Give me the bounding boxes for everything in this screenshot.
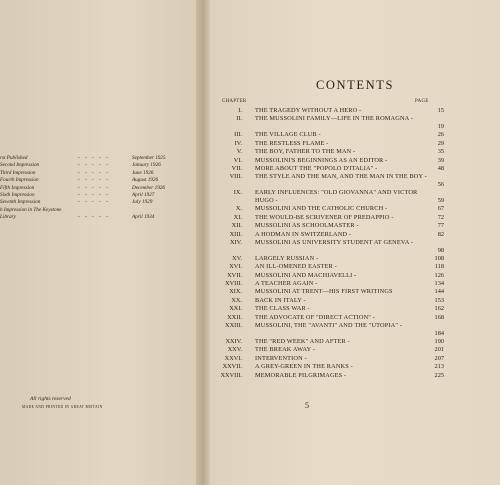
chapter-title: A TEACHER AGAIN - <box>255 280 318 288</box>
impression-row <box>0 177 190 184</box>
chapter-page: 77 <box>437 222 444 230</box>
chapter-number: I. <box>238 107 242 114</box>
impression-label: h Impression in The Keystone <box>0 206 62 213</box>
impression-label: Second Impression <box>0 162 40 169</box>
chapter-number: II. <box>236 115 242 123</box>
chapter-page: 19 <box>437 123 444 131</box>
toc-entry <box>210 355 500 363</box>
toc-entry <box>210 372 500 380</box>
book-gutter <box>196 0 210 485</box>
page-heading: PAGE <box>415 99 429 104</box>
impression-leader: - - - - - <box>78 199 110 206</box>
chapter-number: XIX. <box>229 288 242 296</box>
toc-entry <box>210 115 500 131</box>
toc-entry <box>210 305 500 313</box>
chapter-title: MUSSOLINI'S BEGINNINGS AS AN EDITOR - <box>255 156 388 164</box>
chapter-number: XI. <box>233 213 242 221</box>
toc-entry <box>210 148 500 156</box>
impression-date: July 1929 <box>132 199 153 206</box>
impression-date: December 1926 <box>132 184 165 191</box>
chapter-page: 72 <box>437 213 444 221</box>
chapter-page: 184 <box>434 330 444 338</box>
impression-row <box>0 185 190 192</box>
chapter-page: 162 <box>434 305 444 313</box>
toc-entry <box>210 222 500 230</box>
chapter-page: 207 <box>434 354 444 362</box>
chapter-title: MUSSOLINI AS SCHOOLMASTER - <box>255 222 359 230</box>
chapter-title: A HODMAN IN SWITZERLAND - <box>255 230 352 238</box>
chapter-page: 98 <box>437 246 444 254</box>
chapter-page: 67 <box>437 205 444 213</box>
chapter-title: THE RESTLESS FLAME - <box>255 139 329 147</box>
chapter-number: IX. <box>233 189 242 197</box>
chapter-title: MUSSOLINI AS UNIVERSITY STUDENT AT GENEVA - <box>255 238 414 246</box>
toc-entry <box>210 255 500 263</box>
toc-entry <box>210 107 500 115</box>
chapter-page: 126 <box>434 271 444 279</box>
toc-entry <box>210 131 500 139</box>
chapter-title: EARLY INFLUENCES: "OLD GIOVANNA" AND VICTOR HUGO - <box>255 189 418 205</box>
chapter-page: 29 <box>437 139 444 147</box>
impression-date: September 1925 <box>132 155 166 161</box>
impression-label: Library <box>0 214 16 221</box>
chapter-title: THE BOY, FATHER TO THE MAN - <box>255 148 356 156</box>
impression-date: August 1926 <box>132 177 159 184</box>
impression-date: January 1926 <box>132 162 161 169</box>
chapter-title: MUSSOLINI AND THE CATHOLIC CHURCH - <box>255 205 388 213</box>
chapter-title: THE VILLAGE CLUB - <box>255 131 321 139</box>
chapter-number: XII. <box>231 222 242 230</box>
chapter-number: X. <box>235 205 242 213</box>
impression-row <box>0 199 190 206</box>
chapter-number: XXI. <box>229 305 242 313</box>
chapter-page: 225 <box>434 371 444 379</box>
impression-row <box>0 155 190 162</box>
impression-label: Seventh Impression <box>0 199 41 206</box>
page-number: 5 <box>305 401 309 410</box>
toc-entry <box>210 363 500 371</box>
toc-entry <box>210 231 500 239</box>
impression-leader: - - - - - <box>78 162 110 169</box>
printed-in-britain: MADE AND PRINTED IN GREAT BRITAIN <box>22 405 103 409</box>
toc-entry <box>210 140 500 148</box>
toc-entry <box>210 214 500 222</box>
chapter-title: THE STYLE AND THE MAN, AND THE MAN IN THE BOY - <box>255 173 427 181</box>
toc-entry <box>210 338 500 346</box>
toc-entry <box>210 288 500 296</box>
left-page <box>0 0 196 485</box>
chapter-page: 168 <box>434 313 444 321</box>
impression-label: Fourth Impression <box>0 177 39 184</box>
chapter-page: 15 <box>437 107 444 114</box>
chapter-page: 39 <box>437 156 444 164</box>
table-of-contents <box>210 107 500 380</box>
toc-entry <box>210 263 500 271</box>
chapter-page: 48 <box>437 164 444 172</box>
chapter-title: THE TRAGEDY WITHOUT A HERO - <box>255 107 362 114</box>
impression-leader: - - - - - <box>78 155 110 161</box>
chapter-title: THE MUSSOLINI FAMILY—LIFE IN THE ROMAGNA - <box>255 115 413 123</box>
chapter-number: XIV. <box>230 238 242 246</box>
toc-entry <box>210 314 500 322</box>
chapter-page: 108 <box>434 254 444 262</box>
chapter-number: XXVII. <box>222 363 242 371</box>
chapter-title: MEMORABLE PILGRIMAGES - <box>255 371 347 379</box>
chapter-page: 59 <box>437 197 444 205</box>
chapter-title: THE "RED WEEK" AND AFTER - <box>255 338 350 346</box>
chapter-title: THE CLASS WAR - <box>255 305 310 313</box>
rights-reserved: All rights reserved <box>30 396 71 402</box>
contents-title: CONTENTS <box>315 78 395 92</box>
impression-label: Third Impression <box>0 169 36 176</box>
chapter-number: XXVI. <box>224 354 242 362</box>
impression-row <box>0 207 190 214</box>
chapter-page: 82 <box>437 230 444 238</box>
impression-leader: - - - - - <box>78 177 110 184</box>
chapter-page: 201 <box>434 346 444 354</box>
impression-leader: - - - - - <box>78 191 110 198</box>
chapter-number: V. <box>236 148 242 156</box>
chapter-title: THE ADVOCATE OF "DIRECT ACTION" - <box>255 313 375 321</box>
chapter-number: XXII. <box>227 313 242 321</box>
impression-label: Fifth Impression <box>0 184 35 191</box>
chapter-number: XVIII. <box>225 280 242 288</box>
toc-entry <box>210 165 500 173</box>
toc-entry <box>210 239 500 255</box>
chapter-title: INTERVENTION - <box>255 354 307 362</box>
chapter-number: VI. <box>233 156 242 164</box>
chapter-number: XXIV. <box>225 338 242 346</box>
chapter-title: A GREY-GREEN IN THE RANKS - <box>255 363 353 371</box>
chapter-title: THE WOULD-BE SCRIVENER OF PREDAPPIO - <box>255 213 394 221</box>
chapter-title: MORE ABOUT THE "POPOLO D'ITALIA" - <box>255 164 378 172</box>
chapter-number: XIII. <box>229 230 242 238</box>
impressions-list <box>0 155 190 222</box>
chapter-number: XVI. <box>229 263 242 271</box>
impression-label: rst Published <box>0 155 28 161</box>
chapter-page: 190 <box>434 338 444 346</box>
toc-entry <box>210 346 500 354</box>
chapter-page: 144 <box>434 288 444 296</box>
chapter-page: 134 <box>434 280 444 288</box>
toc-entry <box>210 205 500 213</box>
toc-entry <box>210 272 500 280</box>
toc-entry <box>210 157 500 165</box>
toc-entry <box>210 280 500 288</box>
impression-leader: - - - - - <box>78 184 110 191</box>
chapter-number: VIII. <box>229 173 242 181</box>
chapter-page: 153 <box>434 296 444 304</box>
impression-leader: - - - - - <box>78 169 110 176</box>
impression-leader: - - - - - <box>78 214 110 221</box>
chapter-number: XXV. <box>227 346 242 354</box>
chapter-title: LARGELY RUSSIAN - <box>255 254 319 262</box>
chapter-title: MUSSOLINI AND MACHIAVELLI - <box>255 271 357 279</box>
chapter-number: XX. <box>231 296 242 304</box>
chapter-page: 26 <box>437 131 444 139</box>
chapter-number: XXIII. <box>225 322 242 330</box>
chapter-title: AN ILL-OMENED EASTER - <box>255 263 337 271</box>
chapter-title: MUSSOLINI, THE "AVANTI" AND THE "UTOPIA" - <box>255 322 403 330</box>
chapter-number: XVII. <box>227 271 242 279</box>
chapter-page: 35 <box>437 148 444 156</box>
toc-entry <box>210 297 500 305</box>
impression-row <box>0 162 190 169</box>
chapter-title: THE BREAK AWAY - <box>255 346 316 354</box>
chapter-number: XV. <box>232 254 242 262</box>
impression-label: Sixth Impression <box>0 191 35 198</box>
impression-row <box>0 192 190 199</box>
chapter-number: VII. <box>231 164 242 172</box>
chapter-number: XXVIII. <box>220 371 242 379</box>
impression-date: June 1926 <box>132 169 154 176</box>
impression-date: April 1927 <box>132 191 155 198</box>
toc-entry <box>210 173 500 189</box>
impression-date: April 1934 <box>132 214 155 221</box>
toc-entry <box>210 322 500 338</box>
chapter-page: 118 <box>434 263 444 271</box>
toc-entry <box>210 189 500 205</box>
chapter-heading: CHAPTER <box>222 99 247 104</box>
chapter-page: 213 <box>434 363 444 371</box>
chapter-number: IV. <box>234 139 242 147</box>
chapter-page: 56 <box>437 181 444 189</box>
impression-row <box>0 170 190 177</box>
impression-row <box>0 214 190 221</box>
chapter-title: BACK IN ITALY - <box>255 296 306 304</box>
chapter-title: MUSSOLINI AT TRENT—HIS FIRST WRITINGS <box>255 288 393 296</box>
chapter-number: III. <box>234 131 242 139</box>
